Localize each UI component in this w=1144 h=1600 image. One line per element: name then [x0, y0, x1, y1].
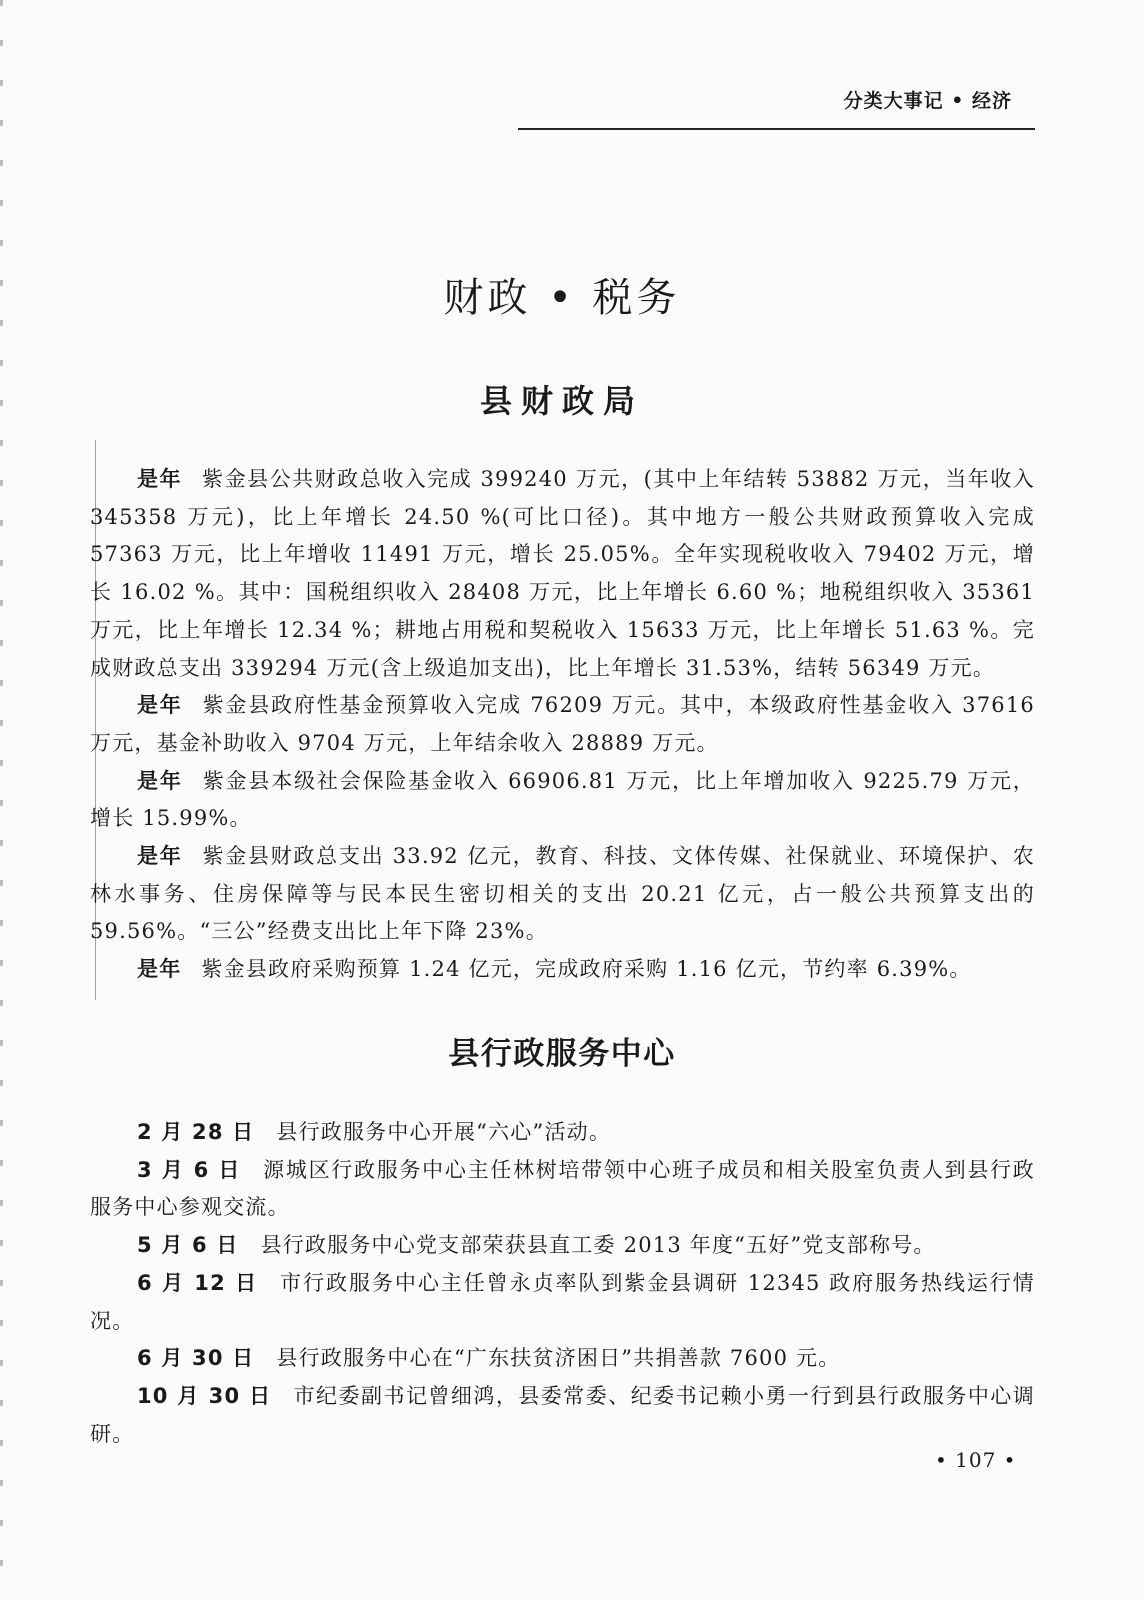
chapter-title: 财政 • 税务 — [443, 275, 681, 321]
service-center-body — [90, 1114, 1035, 1453]
paragraph — [90, 687, 1035, 762]
section-heading-finance-bureau: 县财政局 — [479, 382, 644, 420]
event-date: 3 月 6 日 — [137, 1157, 242, 1182]
paragraph — [90, 763, 1035, 838]
event-date: 2 月 28 日 — [137, 1120, 255, 1144]
event-entry — [90, 1152, 1035, 1227]
paragraph — [90, 461, 1035, 687]
paragraph — [90, 951, 1035, 989]
paragraph-text: 紫金县公共财政总收入完成 399240 万元，(其中上年结转 53882 万元，当年收入 345358 万元)，比上年增长 24.50 %(可比口径)。其中地方一般公共财政预算收入完成 57363 万元，比上年增收 11491 万元，增长 25.05%。全年实现税收收入 79402 万元，增长 16.02 %。其中：国税组织收入 28408 万元，比上年增长 6.60 %；地税组织收入 35361 万元，比上年增长 12.34 %；耕地占用税和契税收入 15633 万元，比上年增长 51.63 %。完成财政总支出 339294 万元(含上级追加支出)，比上年增长 31.53%，结转 56349 万元。 — [90, 467, 1035, 680]
section-heading-service-center: 县行政服务中心 — [448, 1036, 676, 1072]
event-entry — [90, 1378, 1035, 1453]
running-header: 分类大事记 • 经济 — [843, 90, 1012, 112]
event-date: 5 月 6 日 — [137, 1233, 239, 1258]
event-text: 源城区行政服务中心主任林树培带领中心班子成员和相关股室负责人到县行政服务中心参观交流。 — [90, 1157, 1036, 1220]
event-text: 市行政服务中心主任曾永贞率队到紫金县调研 12345 政府服务热线运行情况。 — [90, 1270, 1035, 1333]
event-text: 市纪委副书记曾细鸿，县委常委、纪委书记赖小勇一行到县行政服务中心调研。 — [90, 1383, 1035, 1446]
event-date: 10 月 30 日 — [137, 1383, 272, 1408]
paragraph-text: 紫金县本级社会保险基金收入 66906.81 万元，比上年增加收入 9225.79 万元，增长 15.99%。 — [90, 768, 1035, 831]
paragraph-text: 紫金县财政总支出 33.92 亿元，教育、科技、文体传媒、社保就业、环境保护、农林水事务、住房保障等与民本民生密切相关的支出 20.21 亿元，占一般公共预算支出的 59.56%。“三公”经费支出比上年下降 23%。 — [90, 844, 1035, 944]
event-text: 县行政服务中心开展“六心”活动。 — [276, 1120, 612, 1144]
finance-bureau-body — [90, 461, 1035, 989]
paragraph-lead: 是年 — [137, 957, 182, 982]
page-number: • 107 • — [935, 1448, 1017, 1472]
paragraph-text: 紫金县政府采购预算 1.24 亿元，完成政府采购 1.16 亿元，节约率 6.39%。 — [201, 957, 972, 982]
event-text: 县行政服务中心在“广东扶贫济困日”共捐善款 7600 元。 — [276, 1346, 841, 1371]
event-entry — [90, 1340, 1035, 1378]
event-entry — [90, 1227, 1035, 1265]
header-rule — [518, 128, 1035, 130]
paragraph-lead: 是年 — [137, 693, 183, 718]
paragraph-lead: 是年 — [137, 768, 183, 793]
paragraph-lead: 是年 — [137, 467, 183, 491]
scan-edge-marks — [0, 0, 3, 1600]
paragraph-lead: 是年 — [137, 844, 183, 869]
event-text: 县行政服务中心党支部荣获县直工委 2013 年度“五好”党支部称号。 — [260, 1233, 936, 1258]
event-entry — [90, 1265, 1035, 1340]
event-date: 6 月 12 日 — [137, 1270, 259, 1295]
paragraph-text: 紫金县政府性基金预算收入完成 76209 万元。其中，本级政府性基金收入 37616 万元，基金补助收入 9704 万元，上年结余收入 28889 万元。 — [90, 693, 1035, 755]
event-entry — [90, 1114, 1035, 1152]
event-date: 6 月 30 日 — [137, 1346, 255, 1371]
paragraph — [90, 838, 1035, 951]
